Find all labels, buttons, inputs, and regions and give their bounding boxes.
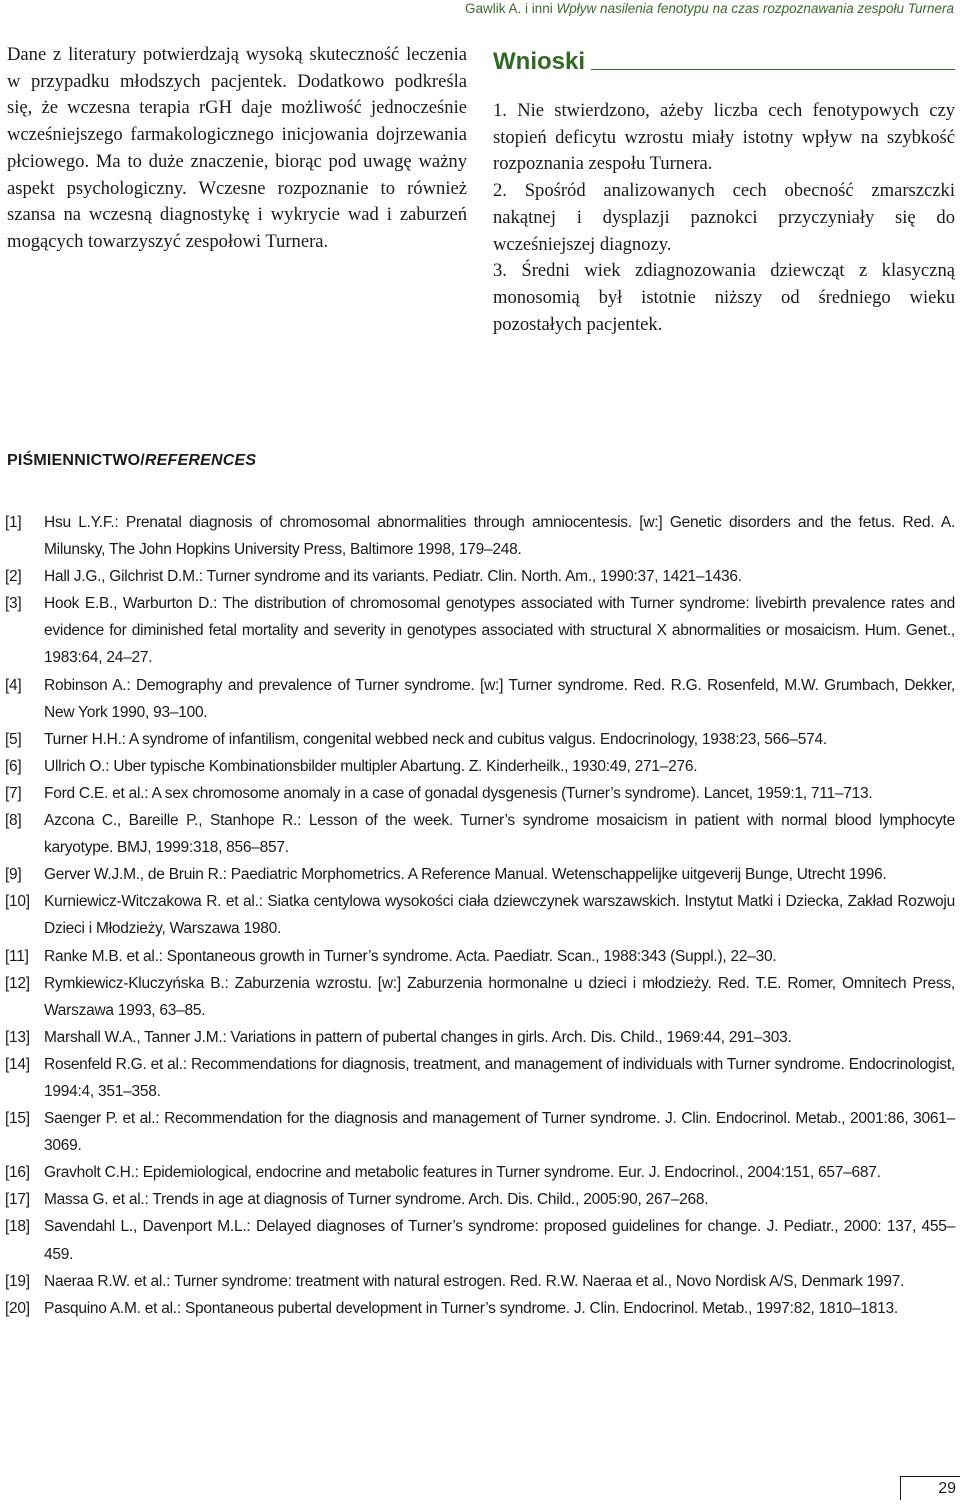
reference-text: Massa G. et al.: Trends in age at diagnosis of Turner syndrome. Arch. Dis. Child., 2005:90, 267–268. [44, 1191, 709, 1209]
reference-text: Marshall W.A., Tanner J.M.: Variations in pattern of pubertal changes in girls. Arch. Dis. Child., 1969:44, 291–303. [44, 1028, 792, 1046]
reference-text: Pasquino A.M. et al.: Spontaneous pubertal development in Turner’s syndrome. J. Clin. Endocrinol. Metab., 1997:82, 1810–1813. [44, 1299, 898, 1317]
left-column [7, 42, 467, 256]
conclusions-list [493, 98, 955, 338]
page-number: 29 [938, 1480, 956, 1497]
right-column [493, 42, 955, 338]
reference-number: [13] [5, 1028, 30, 1046]
reference-number: [18] [5, 1218, 30, 1236]
running-head-title: Wpływ nasilenia fenotypu na czas rozpoznawania zespołu Turnera [556, 1, 954, 16]
heading-rule [591, 69, 955, 70]
reference-number: [9] [5, 866, 22, 884]
reference-text: Naeraa R.W. et al.: Turner syndrome: treatment with natural estrogen. Red. R.W. Naeraa et al., Novo Nordisk A/S, Denmark 1997. [44, 1272, 905, 1290]
reference-text: Kurniewicz-Witczakowa R. et al.: Siatka centylowa wysokości ciała dziewczynek warszawskich. Instytut Matki i Dziecka, Zakład Rozwoju Dzieci i Młodzieży, Warszawa 1980. [44, 893, 955, 938]
references-heading-main: PIŚMIENNICTWO/ [7, 452, 145, 469]
reference-item [5, 753, 955, 780]
running-head-authors: Gawlik A. i inni [464, 1, 553, 16]
reference-number: [19] [5, 1272, 30, 1290]
reference-item [5, 943, 955, 970]
reference-item [5, 1159, 955, 1186]
reference-text: Robinson A.: Demography and prevalence of Turner syndrome. [w:] Turner syndrome. Red. R.G. Rosenfeld, M.W. Grumbach, Dekker, New York 1990, 93–100. [44, 676, 955, 721]
reference-item [5, 780, 955, 807]
reference-item [5, 1051, 955, 1105]
reference-number: [2] [5, 568, 22, 586]
running-head [440, 0, 954, 18]
reference-number: [4] [5, 676, 22, 694]
reference-item [5, 726, 955, 753]
reference-text: Hall J.G., Gilchrist D.M.: Turner syndrome and its variants. Pediatr. Clin. North. Am., 1990:37, 1421–1436. [44, 568, 742, 586]
reference-item [5, 1295, 955, 1322]
conclusion-item: 3. Średni wiek zdiagnozowania dziewcząt z klasyczną monosomią był istotnie niższy od średniego wieku pozostałych pacjentek. [493, 260, 955, 335]
reference-item [5, 1186, 955, 1213]
reference-number: [17] [5, 1191, 30, 1209]
conclusions-heading-text: Wnioski [493, 48, 586, 75]
reference-text: Rosenfeld R.G. et al.: Recommendations for diagnosis, treatment, and management of individuals with Turner syndrome. Endocrinologist, 1994:4, 351–358. [44, 1055, 955, 1100]
reference-number: [20] [5, 1299, 30, 1317]
reference-text: Ullrich O.: Uber typische Kombinationsbilder multipler Abartung. Z. Kinderheilk., 1930:49, 271–276. [44, 757, 698, 775]
conclusion-item: 2. Spośród analizowanych cech obecność zmarszczki nakątnej i dysplazji paznokci przyczyniały się do wcześniejszej diagnozy. [493, 180, 955, 255]
reference-number: [3] [5, 595, 22, 613]
reference-number: [6] [5, 757, 22, 775]
reference-text: Azcona C., Bareille P., Stanhope R.: Lesson of the week. Turner’s syndrome mosaicism in patient with normal blood lymphocyte karyotype. BMJ, 1999:318, 856–857. [44, 812, 955, 857]
reference-number: [16] [5, 1164, 30, 1182]
reference-item [5, 1268, 955, 1295]
reference-item [5, 509, 955, 563]
reference-text: Gerver W.J.M., de Bruin R.: Paediatric Morphometrics. A Reference Manual. Wetenschappelijke uitgeverij Bunge, Utrecht 1996. [44, 866, 887, 884]
reference-text: Savendahl L., Davenport M.L.: Delayed diagnoses of Turner’s syndrome: proposed guidelines for change. J. Pediatr., 2000: 137, 455–459. [44, 1218, 955, 1263]
reference-text: Saenger P. et al.: Recommendation for the diagnosis and management of Turner syndrome. J. Clin. Endocrinol. Metab., 2001:86, 3061–3069. [44, 1110, 955, 1155]
conclusion-item: 1. Nie stwierdzono, ażeby liczba cech fenotypowych czy stopień deficytu wzrostu miały istotny wpływ na szybkość rozpoznania zespołu Turnera. [493, 100, 955, 175]
reference-number: [15] [5, 1110, 30, 1128]
reference-item [5, 970, 955, 1024]
reference-text: Hook E.B., Warburton D.: The distribution of chromosomal genotypes associated with Turner syndrome: livebirth prevalence rates and evidence for diminished fetal mortality and severity in genotypes associated with structural X abnormalities or mosaicism. Hum. Genet., 1983:64, 24–27. [44, 595, 955, 667]
reference-item [5, 590, 955, 671]
reference-text: Ranke M.B. et al.: Spontaneous growth in Turner’s syndrome. Acta. Paediatr. Scan., 1988:343 (Suppl.), 22–30. [44, 947, 777, 965]
reference-item [5, 1024, 955, 1051]
reference-number: [1] [5, 514, 22, 531]
reference-item [5, 888, 955, 942]
reference-text: Gravholt C.H.: Epidemiological, endocrine and metabolic features in Turner syndrome. Eur. J. Endocrinol., 2004:151, 657–687. [44, 1164, 881, 1182]
reference-number: [8] [5, 812, 22, 830]
reference-item [5, 1213, 955, 1267]
reference-number: [7] [5, 784, 22, 802]
page-number-box [900, 1476, 960, 1500]
reference-text: Rymkiewicz-Kluczyńska B.: Zaburzenia wzrostu. [w:] Zaburzenia hormonalne u dzieci i młodzieży. Red. T.E. Romer, Omnitech Press, Warszawa 1993, 63–85. [44, 974, 955, 1019]
reference-number: [12] [5, 974, 30, 992]
reference-item [5, 861, 955, 888]
reference-text: Turner H.H.: A syndrome of infantilism, congenital webbed neck and cubitus valgus. Endocrinology, 1938:23, 566–574. [44, 730, 827, 748]
references-list [5, 509, 955, 1322]
reference-item [5, 563, 955, 590]
reference-number: [11] [5, 947, 29, 965]
reference-item [5, 672, 955, 726]
references-heading [7, 452, 256, 470]
reference-item [5, 1105, 955, 1159]
reference-number: [14] [5, 1055, 30, 1073]
reference-text: Ford C.E. et al.: A sex chromosome anomaly in a case of gonadal dysgenesis (Turner’s syndrome). Lancet, 1959:1, 711–713. [44, 784, 873, 802]
body-paragraph: Dane z literatury potwierdzają wysoką skuteczność leczenia w przypadku młodszych pacjentek. Dodatkowo podkreśla się, że wczesna terapia rGH daje możliwość jednocześnie wcześniejszego farmakologicznego inicjowania dojrzewania płciowego. Ma to duże znaczenie, biorąc pod uwagę ważny aspekt psychologiczny. Wczesne rozpoznanie to również szansa na wczesną diagnostykę i wykrycie wad i zaburzeń mogących towarzyszyć zespołowi Turnera. [7, 44, 467, 252]
reference-text: Hsu L.Y.F.: Prenatal diagnosis of chromosomal abnormalities through amniocentesis. [w:] Genetic disorders and the fetus. Red. A. Milunsky, The John Hopkins University Press, Baltimore 1998, 179–248. [44, 514, 955, 559]
reference-item [5, 807, 955, 861]
reference-number: [5] [5, 730, 22, 748]
conclusions-heading [493, 42, 955, 76]
references-heading-italic: REFERENCES [144, 452, 257, 469]
reference-number: [10] [5, 893, 30, 911]
